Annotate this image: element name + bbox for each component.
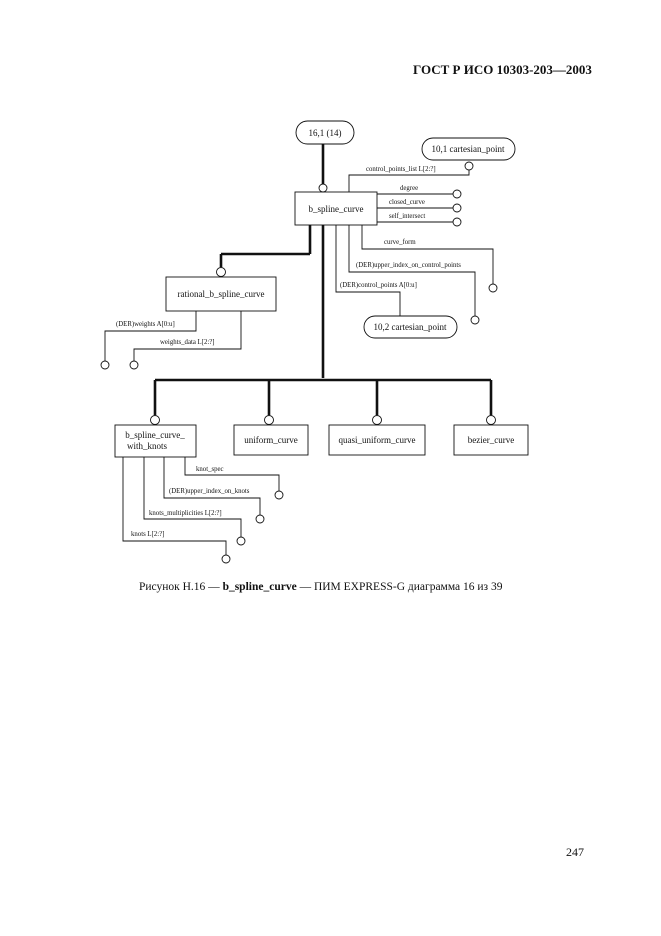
attr-knots: knots L[2:?] (131, 531, 165, 538)
document-header: ГОСТ Р ИСО 10303-203—2003 (413, 62, 592, 77)
entity-b-spline-curve-with-knots-line1: b_spline_curve_ (125, 430, 185, 440)
caption-entity: b_spline_curve (222, 581, 297, 593)
attr-knot-spec: knot_spec (196, 466, 224, 473)
page-ref-cartesian-point-1: 10,1 cartesian_point (431, 144, 505, 154)
caption-suffix: — ПИМ EXPRESS-G диаграмма 16 из 39 (296, 581, 503, 593)
entity-rational-b-spline-curve: rational_b_spline_curve (177, 289, 265, 299)
attr-upper-index-on-knots: (DER)upper_index_on_knots (169, 488, 250, 495)
attr-weights-data: weights_data L[2:?] (160, 339, 215, 346)
attr-knot-multiplicities: knots_multiplicities L[2:?] (149, 510, 222, 517)
page-ref-source: 16,1 (14) (308, 128, 342, 138)
attr-curve-form: curve_form (384, 239, 416, 246)
caption-prefix: Рисунок Н.16 — (139, 581, 223, 593)
attr-upper-index-on-control-points: (DER)upper_index_on_control_points (356, 262, 461, 269)
page-number: 247 (566, 845, 584, 859)
attr-weights: (DER)weights A[0:u] (116, 321, 175, 328)
entity-uniform-curve: uniform_curve (244, 435, 298, 445)
entity-quasi-uniform-curve: quasi_uniform_curve (338, 435, 416, 445)
entity-b-spline-curve: b_spline_curve (308, 204, 364, 214)
attr-control-points-list: control_points_list L[2:?] (366, 166, 436, 173)
attr-control-points: (DER)control_points A[0:u] (340, 282, 417, 289)
entity-b-spline-curve-with-knots-line2: with_knots (126, 441, 168, 451)
entity-bezier-curve: bezier_curve (467, 435, 515, 445)
attr-degree: degree (400, 185, 419, 192)
figure-caption (139, 581, 502, 593)
page-ref-cartesian-point-2: 10,2 cartesian_point (373, 322, 447, 332)
attr-closed-curve: closed_curve (389, 199, 425, 206)
attr-self-intersect: self_intersect (389, 213, 426, 220)
